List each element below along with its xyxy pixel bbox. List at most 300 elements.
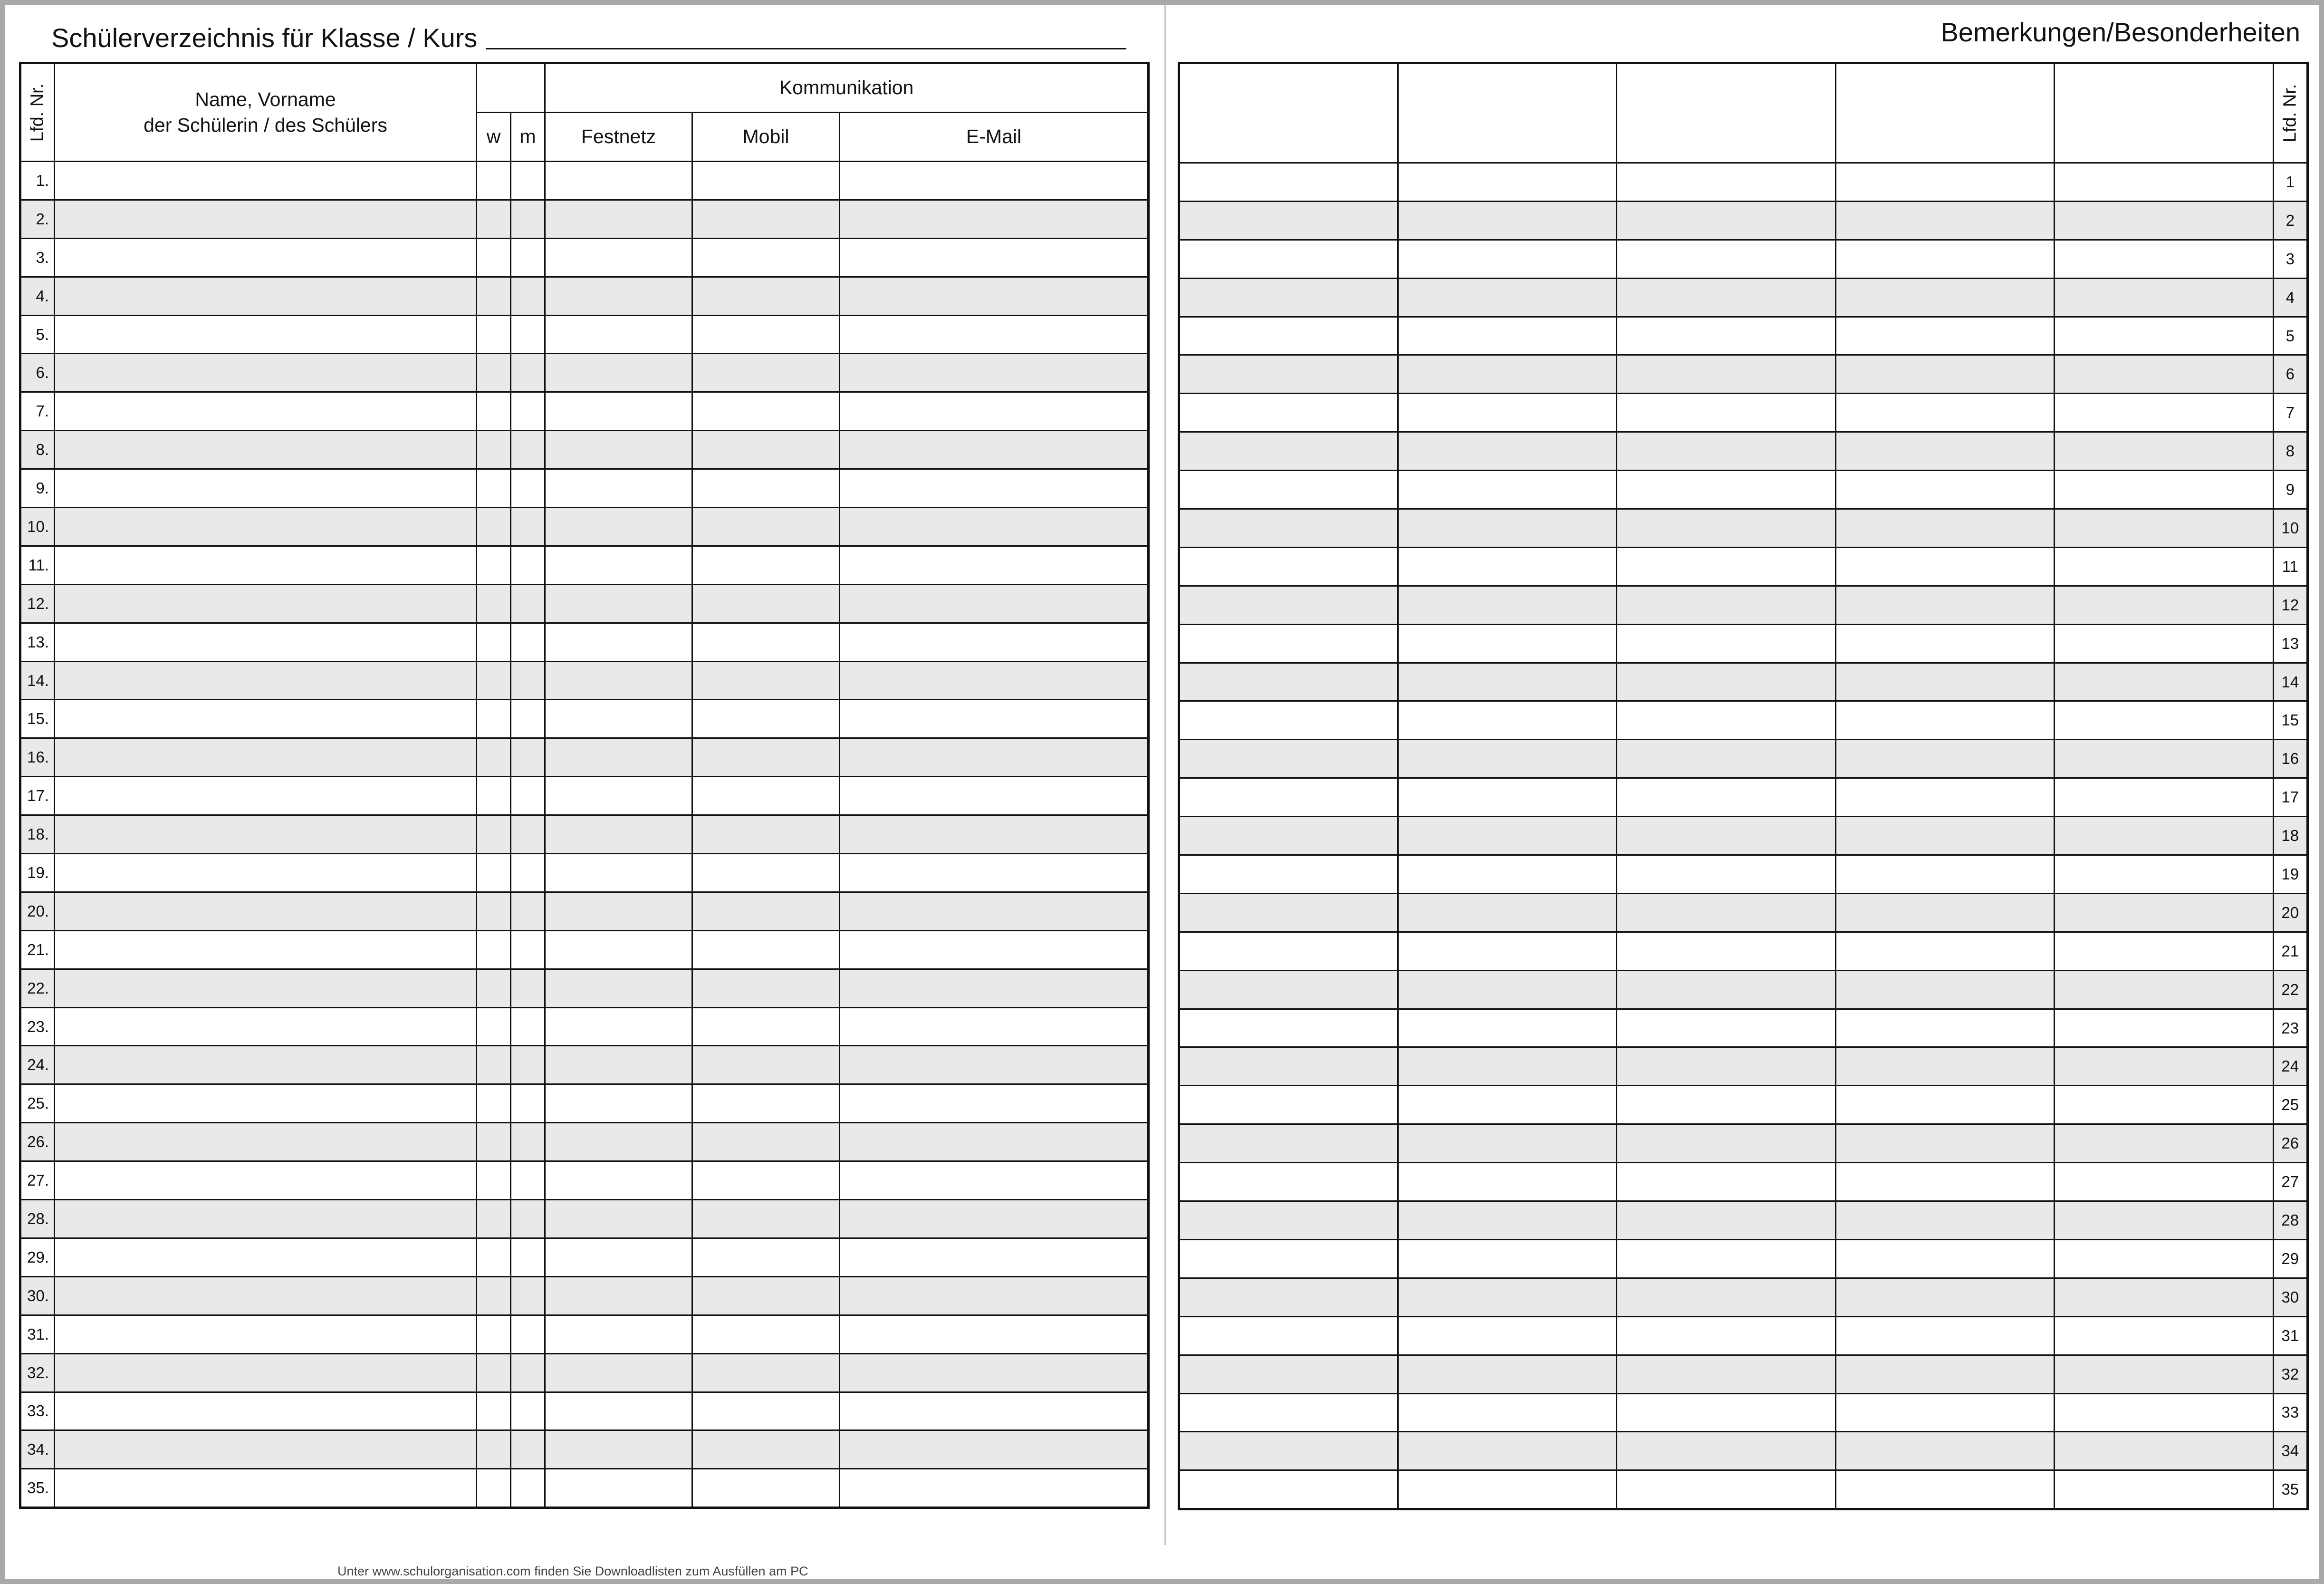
remark-cell-3[interactable]	[1617, 394, 1836, 432]
remark-cell-3[interactable]	[1617, 663, 1836, 701]
remark-cell-4[interactable]	[1835, 624, 2055, 663]
m-cell[interactable]	[511, 854, 545, 892]
remark-cell-3[interactable]	[1617, 740, 1836, 778]
remark-cell-5[interactable]	[2055, 740, 2274, 778]
remark-cell-4[interactable]	[1835, 1201, 2055, 1240]
remark-cell-1[interactable]	[1179, 394, 1398, 432]
mobil-cell[interactable]	[692, 1123, 840, 1161]
w-cell[interactable]	[477, 892, 511, 930]
remark-cell-4[interactable]	[1835, 509, 2055, 548]
w-cell[interactable]	[477, 431, 511, 469]
festnetz-cell[interactable]	[545, 392, 692, 431]
mobil-cell[interactable]	[692, 969, 840, 1007]
remark-cell-4[interactable]	[1835, 394, 2055, 432]
name-cell[interactable]	[55, 738, 477, 777]
w-cell[interactable]	[477, 1315, 511, 1353]
remark-cell-5[interactable]	[2055, 701, 2274, 740]
w-cell[interactable]	[477, 1161, 511, 1200]
festnetz-cell[interactable]	[545, 431, 692, 469]
festnetz-cell[interactable]	[545, 738, 692, 777]
remark-cell-4[interactable]	[1835, 893, 2055, 932]
m-cell[interactable]	[511, 238, 545, 277]
festnetz-cell[interactable]	[545, 1353, 692, 1392]
festnetz-cell[interactable]	[545, 777, 692, 815]
email-cell[interactable]	[840, 354, 1149, 392]
remark-cell-1[interactable]	[1179, 701, 1398, 740]
remark-cell-2[interactable]	[1398, 317, 1617, 355]
remark-cell-5[interactable]	[2055, 624, 2274, 663]
remark-cell-5[interactable]	[2055, 970, 2274, 1009]
remark-cell-1[interactable]	[1179, 970, 1398, 1009]
remark-cell-2[interactable]	[1398, 1393, 1617, 1432]
m-cell[interactable]	[511, 1200, 545, 1238]
remark-cell-5[interactable]	[2055, 1124, 2274, 1163]
m-cell[interactable]	[511, 661, 545, 700]
name-cell[interactable]	[55, 1430, 477, 1469]
class-course-fill-line[interactable]	[486, 48, 1126, 49]
m-cell[interactable]	[511, 200, 545, 238]
festnetz-cell[interactable]	[545, 469, 692, 508]
festnetz-cell[interactable]	[545, 277, 692, 315]
remark-cell-1[interactable]	[1179, 1355, 1398, 1393]
remark-cell-5[interactable]	[2055, 471, 2274, 509]
remark-cell-1[interactable]	[1179, 1163, 1398, 1201]
mobil-cell[interactable]	[692, 315, 840, 354]
email-cell[interactable]	[840, 700, 1149, 738]
remark-cell-1[interactable]	[1179, 778, 1398, 817]
w-cell[interactable]	[477, 1007, 511, 1046]
email-cell[interactable]	[840, 1200, 1149, 1238]
festnetz-cell[interactable]	[545, 1469, 692, 1508]
remark-cell-1[interactable]	[1179, 817, 1398, 855]
remark-cell-4[interactable]	[1835, 701, 2055, 740]
remark-cell-4[interactable]	[1835, 1086, 2055, 1124]
remark-cell-2[interactable]	[1398, 1355, 1617, 1393]
festnetz-cell[interactable]	[545, 1084, 692, 1123]
remark-cell-2[interactable]	[1398, 855, 1617, 894]
remark-cell-5[interactable]	[2055, 317, 2274, 355]
festnetz-cell[interactable]	[545, 200, 692, 238]
email-cell[interactable]	[840, 546, 1149, 584]
remark-cell-5[interactable]	[2055, 1239, 2274, 1278]
remark-cell-4[interactable]	[1835, 432, 2055, 471]
w-cell[interactable]	[477, 1430, 511, 1469]
remark-cell-2[interactable]	[1398, 1316, 1617, 1355]
remark-cell-2[interactable]	[1398, 509, 1617, 548]
remark-cell-1[interactable]	[1179, 1278, 1398, 1316]
remark-cell-3[interactable]	[1617, 1201, 1836, 1240]
mobil-cell[interactable]	[692, 1046, 840, 1084]
remark-cell-4[interactable]	[1835, 932, 2055, 970]
remark-cell-4[interactable]	[1835, 817, 2055, 855]
remark-cell-5[interactable]	[2055, 509, 2274, 548]
email-cell[interactable]	[840, 623, 1149, 661]
remark-cell-3[interactable]	[1617, 1393, 1836, 1432]
festnetz-cell[interactable]	[545, 1392, 692, 1430]
remark-cell-2[interactable]	[1398, 740, 1617, 778]
festnetz-cell[interactable]	[545, 1200, 692, 1238]
remark-cell-3[interactable]	[1617, 240, 1836, 278]
w-cell[interactable]	[477, 508, 511, 546]
remark-cell-4[interactable]	[1835, 1239, 2055, 1278]
remark-cell-2[interactable]	[1398, 932, 1617, 970]
w-cell[interactable]	[477, 277, 511, 315]
remark-cell-3[interactable]	[1617, 1009, 1836, 1047]
name-cell[interactable]	[55, 1161, 477, 1200]
remark-cell-2[interactable]	[1398, 778, 1617, 817]
remark-cell-4[interactable]	[1835, 355, 2055, 394]
remark-cell-2[interactable]	[1398, 547, 1617, 586]
email-cell[interactable]	[840, 1315, 1149, 1353]
remark-cell-1[interactable]	[1179, 1239, 1398, 1278]
remark-cell-2[interactable]	[1398, 1201, 1617, 1240]
remark-cell-4[interactable]	[1835, 740, 2055, 778]
mobil-cell[interactable]	[692, 1469, 840, 1508]
m-cell[interactable]	[511, 623, 545, 661]
name-cell[interactable]	[55, 1469, 477, 1508]
email-cell[interactable]	[840, 969, 1149, 1007]
email-cell[interactable]	[840, 1276, 1149, 1315]
remark-cell-5[interactable]	[2055, 1163, 2274, 1201]
w-cell[interactable]	[477, 584, 511, 623]
remark-cell-2[interactable]	[1398, 1470, 1617, 1509]
w-cell[interactable]	[477, 1046, 511, 1084]
remark-cell-4[interactable]	[1835, 1355, 2055, 1393]
w-cell[interactable]	[477, 1469, 511, 1508]
festnetz-cell[interactable]	[545, 1046, 692, 1084]
w-cell[interactable]	[477, 1392, 511, 1430]
name-cell[interactable]	[55, 969, 477, 1007]
remark-cell-4[interactable]	[1835, 201, 2055, 240]
remark-cell-3[interactable]	[1617, 970, 1836, 1009]
remark-cell-1[interactable]	[1179, 240, 1398, 278]
mobil-cell[interactable]	[692, 623, 840, 661]
name-cell[interactable]	[55, 431, 477, 469]
email-cell[interactable]	[840, 1392, 1149, 1430]
email-cell[interactable]	[840, 200, 1149, 238]
festnetz-cell[interactable]	[545, 815, 692, 854]
mobil-cell[interactable]	[692, 930, 840, 969]
email-cell[interactable]	[840, 930, 1149, 969]
remark-cell-2[interactable]	[1398, 586, 1617, 624]
remark-cell-3[interactable]	[1617, 701, 1836, 740]
email-cell[interactable]	[840, 1161, 1149, 1200]
remark-cell-3[interactable]	[1617, 1124, 1836, 1163]
remark-cell-3[interactable]	[1617, 1239, 1836, 1278]
remark-cell-2[interactable]	[1398, 1278, 1617, 1316]
remark-cell-2[interactable]	[1398, 355, 1617, 394]
festnetz-cell[interactable]	[545, 354, 692, 392]
m-cell[interactable]	[511, 1392, 545, 1430]
email-cell[interactable]	[840, 815, 1149, 854]
email-cell[interactable]	[840, 1469, 1149, 1508]
mobil-cell[interactable]	[692, 1353, 840, 1392]
w-cell[interactable]	[477, 854, 511, 892]
m-cell[interactable]	[511, 584, 545, 623]
remark-cell-3[interactable]	[1617, 1163, 1836, 1201]
email-cell[interactable]	[840, 277, 1149, 315]
email-cell[interactable]	[840, 1084, 1149, 1123]
remark-cell-3[interactable]	[1617, 624, 1836, 663]
festnetz-cell[interactable]	[545, 1276, 692, 1315]
name-cell[interactable]	[55, 1353, 477, 1392]
remark-cell-3[interactable]	[1617, 509, 1836, 548]
remark-cell-4[interactable]	[1835, 663, 2055, 701]
name-cell[interactable]	[55, 1238, 477, 1276]
w-cell[interactable]	[477, 815, 511, 854]
m-cell[interactable]	[511, 392, 545, 431]
remark-cell-2[interactable]	[1398, 163, 1617, 202]
w-cell[interactable]	[477, 700, 511, 738]
remark-cell-3[interactable]	[1617, 932, 1836, 970]
remark-cell-5[interactable]	[2055, 1047, 2274, 1086]
m-cell[interactable]	[511, 546, 545, 584]
festnetz-cell[interactable]	[545, 546, 692, 584]
mobil-cell[interactable]	[692, 277, 840, 315]
mobil-cell[interactable]	[692, 1276, 840, 1315]
remark-cell-4[interactable]	[1835, 1432, 2055, 1470]
name-cell[interactable]	[55, 892, 477, 930]
remark-cell-2[interactable]	[1398, 240, 1617, 278]
remark-cell-5[interactable]	[2055, 817, 2274, 855]
m-cell[interactable]	[511, 315, 545, 354]
remark-cell-4[interactable]	[1835, 970, 2055, 1009]
festnetz-cell[interactable]	[545, 930, 692, 969]
mobil-cell[interactable]	[692, 431, 840, 469]
festnetz-cell[interactable]	[545, 661, 692, 700]
remark-cell-5[interactable]	[2055, 893, 2274, 932]
remark-cell-3[interactable]	[1617, 201, 1836, 240]
mobil-cell[interactable]	[692, 200, 840, 238]
email-cell[interactable]	[840, 315, 1149, 354]
remark-cell-1[interactable]	[1179, 586, 1398, 624]
remark-cell-3[interactable]	[1617, 547, 1836, 586]
mobil-cell[interactable]	[692, 1200, 840, 1238]
name-cell[interactable]	[55, 700, 477, 738]
mobil-cell[interactable]	[692, 354, 840, 392]
remark-cell-5[interactable]	[2055, 855, 2274, 894]
remark-cell-5[interactable]	[2055, 663, 2274, 701]
mobil-cell[interactable]	[692, 1161, 840, 1200]
mobil-cell[interactable]	[692, 1084, 840, 1123]
name-cell[interactable]	[55, 777, 477, 815]
remark-cell-1[interactable]	[1179, 1432, 1398, 1470]
name-cell[interactable]	[55, 508, 477, 546]
w-cell[interactable]	[477, 661, 511, 700]
remark-cell-3[interactable]	[1617, 432, 1836, 471]
festnetz-cell[interactable]	[545, 1430, 692, 1469]
email-cell[interactable]	[840, 584, 1149, 623]
email-cell[interactable]	[840, 1007, 1149, 1046]
mobil-cell[interactable]	[692, 1392, 840, 1430]
mobil-cell[interactable]	[692, 584, 840, 623]
m-cell[interactable]	[511, 1430, 545, 1469]
remark-cell-5[interactable]	[2055, 432, 2274, 471]
remark-cell-4[interactable]	[1835, 1163, 2055, 1201]
m-cell[interactable]	[511, 1123, 545, 1161]
email-cell[interactable]	[840, 1046, 1149, 1084]
remark-cell-4[interactable]	[1835, 855, 2055, 894]
festnetz-cell[interactable]	[545, 508, 692, 546]
m-cell[interactable]	[511, 700, 545, 738]
remark-cell-1[interactable]	[1179, 355, 1398, 394]
name-cell[interactable]	[55, 1007, 477, 1046]
email-cell[interactable]	[840, 1238, 1149, 1276]
w-cell[interactable]	[477, 1238, 511, 1276]
email-cell[interactable]	[840, 162, 1149, 200]
name-cell[interactable]	[55, 1276, 477, 1315]
remark-cell-4[interactable]	[1835, 240, 2055, 278]
m-cell[interactable]	[511, 469, 545, 508]
remark-cell-2[interactable]	[1398, 394, 1617, 432]
remark-cell-2[interactable]	[1398, 663, 1617, 701]
remark-cell-3[interactable]	[1617, 1278, 1836, 1316]
mobil-cell[interactable]	[692, 700, 840, 738]
w-cell[interactable]	[477, 200, 511, 238]
m-cell[interactable]	[511, 162, 545, 200]
remark-cell-4[interactable]	[1835, 1316, 2055, 1355]
name-cell[interactable]	[55, 200, 477, 238]
name-cell[interactable]	[55, 930, 477, 969]
remark-cell-3[interactable]	[1617, 317, 1836, 355]
name-cell[interactable]	[55, 546, 477, 584]
mobil-cell[interactable]	[692, 661, 840, 700]
m-cell[interactable]	[511, 354, 545, 392]
remark-cell-3[interactable]	[1617, 855, 1836, 894]
remark-cell-5[interactable]	[2055, 1355, 2274, 1393]
mobil-cell[interactable]	[692, 1238, 840, 1276]
festnetz-cell[interactable]	[545, 623, 692, 661]
m-cell[interactable]	[511, 1046, 545, 1084]
remark-cell-2[interactable]	[1398, 1086, 1617, 1124]
remark-cell-5[interactable]	[2055, 240, 2274, 278]
mobil-cell[interactable]	[692, 854, 840, 892]
m-cell[interactable]	[511, 930, 545, 969]
email-cell[interactable]	[840, 392, 1149, 431]
m-cell[interactable]	[511, 1315, 545, 1353]
name-cell[interactable]	[55, 1123, 477, 1161]
remark-cell-1[interactable]	[1179, 740, 1398, 778]
w-cell[interactable]	[477, 1084, 511, 1123]
remark-cell-1[interactable]	[1179, 1201, 1398, 1240]
remark-cell-4[interactable]	[1835, 163, 2055, 202]
remark-cell-5[interactable]	[2055, 1009, 2274, 1047]
mobil-cell[interactable]	[692, 738, 840, 777]
remark-cell-3[interactable]	[1617, 278, 1836, 317]
email-cell[interactable]	[840, 738, 1149, 777]
w-cell[interactable]	[477, 930, 511, 969]
name-cell[interactable]	[55, 854, 477, 892]
email-cell[interactable]	[840, 469, 1149, 508]
m-cell[interactable]	[511, 508, 545, 546]
name-cell[interactable]	[55, 469, 477, 508]
w-cell[interactable]	[477, 777, 511, 815]
remark-cell-4[interactable]	[1835, 1393, 2055, 1432]
w-cell[interactable]	[477, 354, 511, 392]
remark-cell-5[interactable]	[2055, 778, 2274, 817]
remark-cell-3[interactable]	[1617, 778, 1836, 817]
remark-cell-1[interactable]	[1179, 547, 1398, 586]
remark-cell-5[interactable]	[2055, 163, 2274, 202]
remark-cell-4[interactable]	[1835, 1470, 2055, 1509]
m-cell[interactable]	[511, 1276, 545, 1315]
remark-cell-2[interactable]	[1398, 1239, 1617, 1278]
remark-cell-2[interactable]	[1398, 278, 1617, 317]
remark-cell-5[interactable]	[2055, 201, 2274, 240]
m-cell[interactable]	[511, 1353, 545, 1392]
w-cell[interactable]	[477, 1276, 511, 1315]
remark-cell-1[interactable]	[1179, 317, 1398, 355]
email-cell[interactable]	[840, 892, 1149, 930]
remark-cell-1[interactable]	[1179, 1393, 1398, 1432]
remark-cell-5[interactable]	[2055, 932, 2274, 970]
m-cell[interactable]	[511, 892, 545, 930]
remark-cell-1[interactable]	[1179, 278, 1398, 317]
m-cell[interactable]	[511, 969, 545, 1007]
w-cell[interactable]	[477, 392, 511, 431]
remark-cell-2[interactable]	[1398, 817, 1617, 855]
festnetz-cell[interactable]	[545, 584, 692, 623]
name-cell[interactable]	[55, 277, 477, 315]
remark-cell-2[interactable]	[1398, 701, 1617, 740]
festnetz-cell[interactable]	[545, 1161, 692, 1200]
remark-cell-5[interactable]	[2055, 547, 2274, 586]
name-cell[interactable]	[55, 162, 477, 200]
festnetz-cell[interactable]	[545, 315, 692, 354]
remark-cell-1[interactable]	[1179, 1047, 1398, 1086]
remark-cell-4[interactable]	[1835, 1124, 2055, 1163]
remark-cell-3[interactable]	[1617, 163, 1836, 202]
remark-cell-5[interactable]	[2055, 586, 2274, 624]
remark-cell-5[interactable]	[2055, 1393, 2274, 1432]
remark-cell-1[interactable]	[1179, 471, 1398, 509]
remark-cell-4[interactable]	[1835, 278, 2055, 317]
email-cell[interactable]	[840, 431, 1149, 469]
remark-cell-4[interactable]	[1835, 586, 2055, 624]
mobil-cell[interactable]	[692, 777, 840, 815]
m-cell[interactable]	[511, 815, 545, 854]
w-cell[interactable]	[477, 1123, 511, 1161]
remark-cell-3[interactable]	[1617, 1316, 1836, 1355]
name-cell[interactable]	[55, 623, 477, 661]
festnetz-cell[interactable]	[545, 1315, 692, 1353]
festnetz-cell[interactable]	[545, 238, 692, 277]
name-cell[interactable]	[55, 1315, 477, 1353]
remark-cell-5[interactable]	[2055, 1432, 2274, 1470]
remark-cell-3[interactable]	[1617, 1355, 1836, 1393]
remark-cell-1[interactable]	[1179, 932, 1398, 970]
mobil-cell[interactable]	[692, 1007, 840, 1046]
name-cell[interactable]	[55, 1046, 477, 1084]
remark-cell-1[interactable]	[1179, 624, 1398, 663]
festnetz-cell[interactable]	[545, 162, 692, 200]
remark-cell-5[interactable]	[2055, 394, 2274, 432]
m-cell[interactable]	[511, 1084, 545, 1123]
remark-cell-5[interactable]	[2055, 1086, 2274, 1124]
remark-cell-1[interactable]	[1179, 163, 1398, 202]
name-cell[interactable]	[55, 238, 477, 277]
m-cell[interactable]	[511, 431, 545, 469]
w-cell[interactable]	[477, 1353, 511, 1392]
festnetz-cell[interactable]	[545, 1123, 692, 1161]
remark-cell-4[interactable]	[1835, 317, 2055, 355]
m-cell[interactable]	[511, 1161, 545, 1200]
remark-cell-5[interactable]	[2055, 1316, 2274, 1355]
w-cell[interactable]	[477, 469, 511, 508]
remark-cell-1[interactable]	[1179, 1316, 1398, 1355]
remark-cell-1[interactable]	[1179, 509, 1398, 548]
remark-cell-5[interactable]	[2055, 355, 2274, 394]
